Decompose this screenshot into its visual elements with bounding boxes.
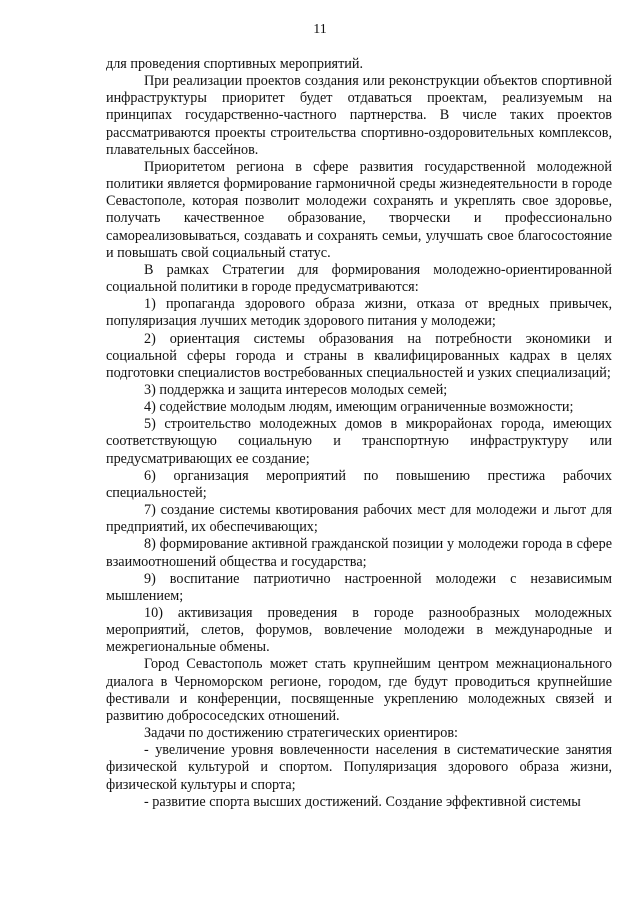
paragraph-tasks-heading: Задачи по достижению стратегических ориентиров: [144,725,458,742]
paragraph-sevastopol-dialogue: Город Севастополь может стать крупнейшим центром межнационального диалога в Черноморском регионе, городом, где будут проводиться крупнейшие фестивали и конференции, посвященные укреплению молодежных связей и развитию добрососедских отношений. [106,656,612,724]
list-item-4: 4) содействие молодым людям, имеющим ограниченные возможности; [144,399,574,416]
list-item-3: 3) поддержка и защита интересов молодых семей; [144,381,448,398]
paragraph-strategy-intro: В рамках Стратегии для формирования молодежно-ориентированной социальной политики в городе предусматриваются: [106,261,612,296]
page-number: 11 [313,22,327,37]
list-item-10: 10) активизация проведения в городе разнообразных молодежных мероприятий, слетов, форумов, вовлечение молодежи в международные и межрегиональные обмены. [106,605,612,656]
list-item-6: 6) организация мероприятий по повышению престижа рабочих специальностей; [106,467,612,501]
list-item-1: 1) пропаганда здорового образа жизни, отказа от вредных привычек, популяризация лучших методик здорового питания у молодежи; [106,296,612,330]
list-item-8: 8) формирование активной гражданской позиции у молодежи города в сфере взаимоотношений общества и государства; [106,536,612,570]
paragraph-infrastructure-projects: При реализации проектов создания или реконструкции объектов спортивной инфраструктуры приоритет будет отдаваться проектам, реализуемым на принципах государственно-частного партнерства. В числе таких проектов рассматриваются проекты строительства спортивно-оздоровительных комплексов, плавательных бассейнов. [106,73,612,158]
list-item-5: 5) строительство молодежных домов в микрорайонах города, имеющих соответствующую социальную и транспортную инфраструктуру или предусматривающих ее создание; [106,416,612,467]
paragraph-continuation: для проведения спортивных мероприятий. [106,56,363,72]
list-item-9: 9) воспитание патриотично настроенной молодежи с независимым мышлением; [106,570,612,604]
list-item-2: 2) ориентация системы образования на потребности экономики и социальной сферы города и страны в квалифицированных кадрах в целях подготовки специалистов востребованных специальностей и узких специализаций; [106,330,612,381]
task-item-2: - развитие спорта высших достижений. Создание эффективной системы [144,793,581,810]
task-item-1: - увеличение уровня вовлеченности населения в систематические занятия физической культурой и спортом. Популяризация здорового образа жизни, физической культуры и спорта; [106,742,612,793]
list-item-7: 7) создание системы квотирования рабочих мест для молодежи и льгот для предприятий, их обеспечивающих; [106,502,612,536]
paragraph-youth-policy-priority: Приоритетом региона в сфере развития государственной молодежной политики является формирование гармоничной среды жизнедеятельности в городе Севастополе, которая позволит молодежи сохранять и укреплять свое здоровье, получать качественное образование, творчески и профессионально самореализовываться, создавать и сохранять семьи, улучшать свое благосостояние и повышать свой социальный статус. [106,158,612,261]
document-body [106,56,612,811]
